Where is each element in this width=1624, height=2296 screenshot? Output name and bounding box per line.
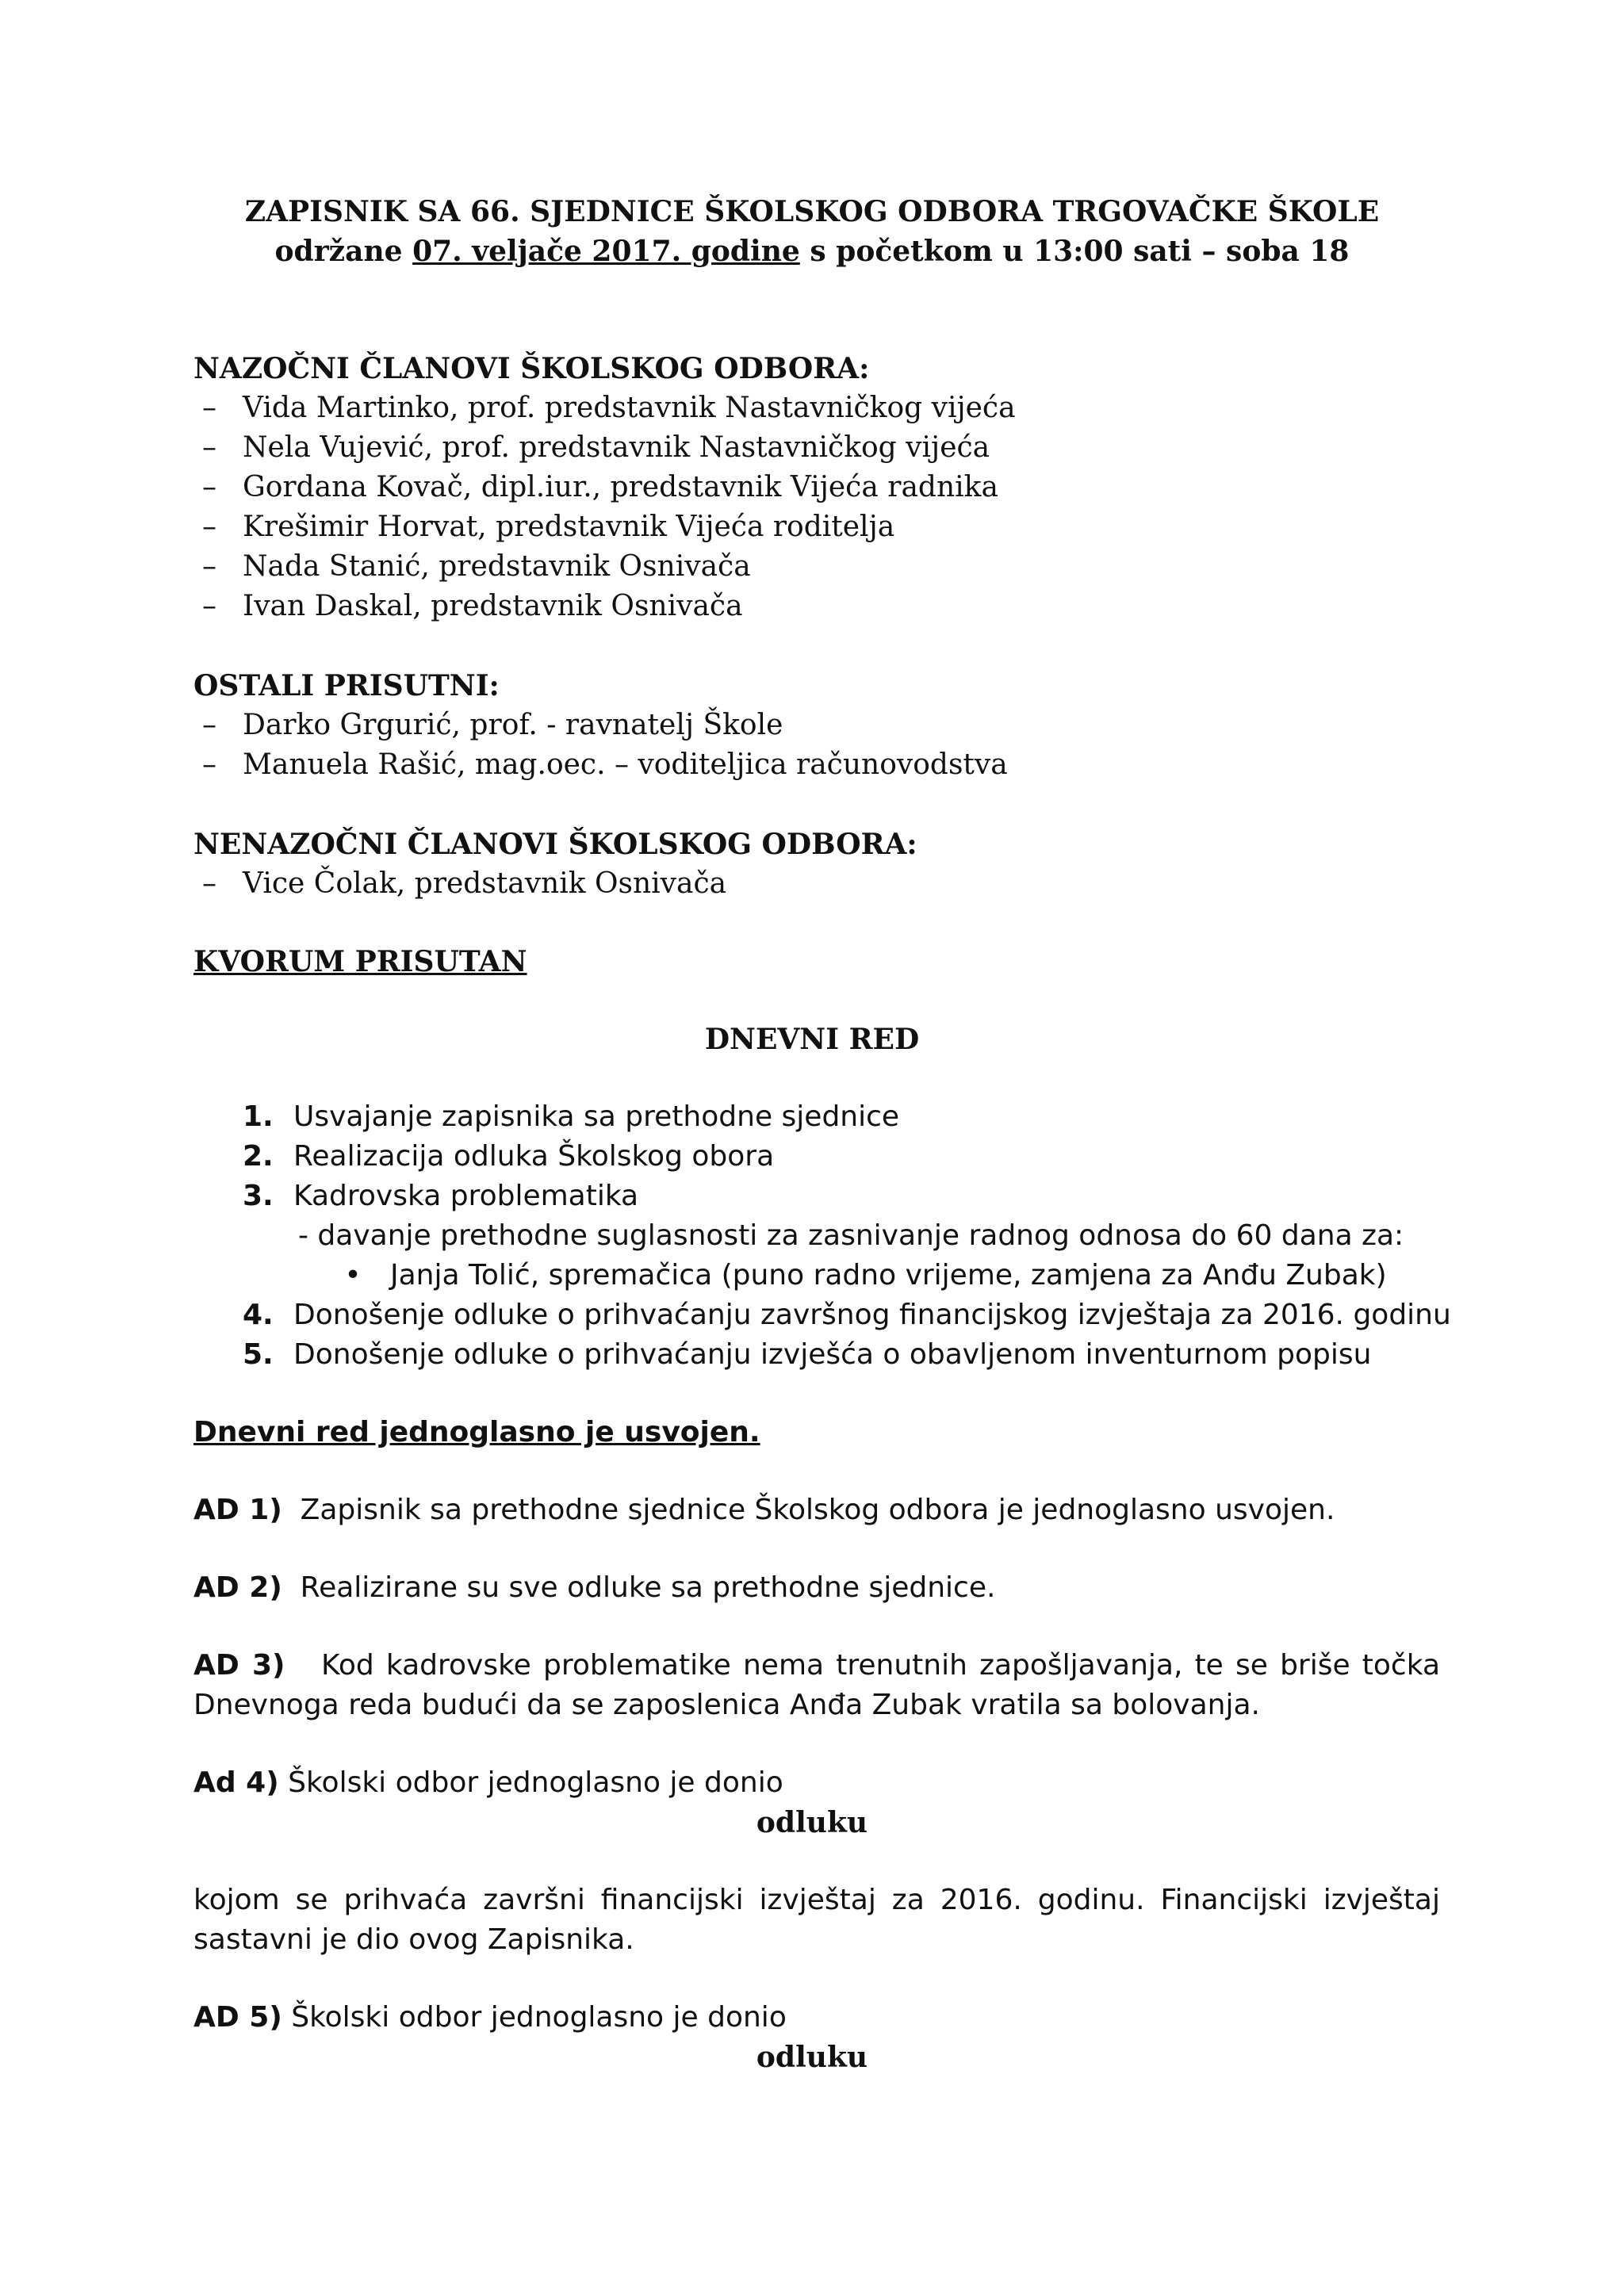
subtitle-prefix: održane: [274, 235, 413, 268]
ad2-text: Realizirane su sve odluke sa prethodne sjednice.: [300, 1571, 996, 1604]
ad4-text: Školski odbor jednoglasno je donio: [288, 1766, 783, 1799]
ad3-paragraph: [193, 1646, 1440, 1725]
dash-marker: –: [202, 709, 216, 741]
agenda-sub-bullet: • Janja Tolić, spremačica (puno radno vrijeme, zamjena za Anđu Zubak): [390, 1256, 1387, 1295]
others-present-heading: OSTALI PRISUTNI:: [193, 669, 500, 702]
ad5-label: AD 5): [193, 2001, 282, 2034]
ad2-label: AD 2): [193, 1571, 282, 1604]
ad1-paragraph: [193, 1490, 1440, 1530]
ad2-paragraph: [193, 1568, 1440, 1608]
dash-marker: –: [202, 550, 216, 583]
present-member-item: – Nada Stanić, predstavnik Osnivača: [243, 547, 751, 587]
dash-marker: –: [202, 590, 216, 622]
agenda-heading: DNEVNI RED: [704, 1023, 920, 1056]
agenda-item: 4. Donošenje odluke o prihvaćanju završnog financijskog izvještaja za 2016. godinu: [243, 1299, 1451, 1331]
ad4-label: Ad 4): [193, 1766, 279, 1799]
ad5-paragraph: [193, 1998, 1440, 2038]
document-title: ZAPISNIK SA 66. SJEDNICE ŠKOLSKOG ODBORA TRGOVAČKE ŠKOLE: [244, 195, 1380, 228]
agenda-sub-note: - davanje prethodne suglasnosti za zasnivanje radnog odnosa do 60 dana za:: [298, 1219, 1404, 1252]
present-members-heading: NAZOČNI ČLANOVI ŠKOLSKOG ODBORA:: [193, 352, 870, 385]
agenda-item: 1. Usvajanje zapisnika sa prethodne sjednice: [243, 1100, 900, 1133]
absent-member-item: – Vice Čolak, predstavnik Osnivača: [243, 864, 726, 904]
ad4-decision-heading: odluku: [756, 1806, 868, 1839]
quorum-statement: KVORUM PRISUTAN: [193, 945, 527, 978]
agenda-item: 2. Realizacija odluka Školskog obora: [243, 1140, 775, 1173]
dash-marker: –: [202, 511, 216, 543]
present-member-item: – Gordana Kovač, dipl.iur., predstavnik Vijeća radnika: [243, 468, 998, 507]
present-member-item: – Nela Vujević, prof. predstavnik Nastavničkog vijeća: [243, 428, 990, 468]
ad5-text: Školski odbor jednoglasno je donio: [291, 2001, 787, 2034]
document-subtitle: [0, 232, 1624, 271]
ad1-label: AD 1): [193, 1494, 282, 1526]
ad1-text: Zapisnik sa prethodne sjednice Školskog odbora je jednoglasno usvojen.: [300, 1494, 1335, 1526]
subtitle-suffix: s početkom u 13:00 sati – soba 18: [799, 235, 1350, 268]
dash-marker: –: [202, 867, 216, 900]
agenda-item: 5. Donošenje odluke o prihvaćanju izvješća o obavljenom inventurnom popisu: [243, 1338, 1372, 1371]
agenda-adopted-statement: Dnevni red jednoglasno je usvojen.: [193, 1416, 760, 1448]
others-present-item: – Manuela Rašić, mag.oec. – voditeljica računovodstva: [243, 745, 1008, 785]
agenda-item: 3. Kadrovska problematika: [243, 1180, 639, 1212]
dash-marker: –: [202, 392, 216, 424]
present-member-item: – Ivan Daskal, predstavnik Osnivača: [243, 587, 743, 626]
present-member-item: – Krešimir Horvat, predstavnik Vijeća roditelja: [243, 507, 894, 547]
dash-marker: –: [202, 471, 216, 503]
ad3-text: Kod kadrovske problematike nema trenutnih zapošljavanja, te se briše točka Dnevnoga reda budući da se zaposlenica Anđa Zubak vratila sa bolovanja.: [193, 1649, 1440, 1721]
absent-members-heading: NENAZOČNI ČLANOVI ŠKOLSKOG ODBORA:: [193, 828, 917, 861]
ad5-decision-heading: odluku: [756, 2041, 868, 2074]
meeting-date: 07. veljače 2017. godine: [412, 235, 800, 268]
ad3-label: AD 3): [193, 1649, 285, 1682]
present-member-item: – Vida Martinko, prof. predstavnik Nastavničkog vijeća: [243, 388, 1016, 428]
others-present-item: – Darko Grgurić, prof. - ravnatelj Škole: [243, 706, 783, 745]
ad4-paragraph: [193, 1763, 1440, 1803]
dash-marker: –: [202, 748, 216, 781]
bullet-marker: •: [344, 1259, 362, 1292]
dash-marker: –: [202, 431, 216, 464]
ad4-body: kojom se prihvaća završni financijski izvještaj za 2016. godinu. Financijski izvještaj sastavni je dio ovog Zapisnika.: [193, 1884, 1440, 1956]
